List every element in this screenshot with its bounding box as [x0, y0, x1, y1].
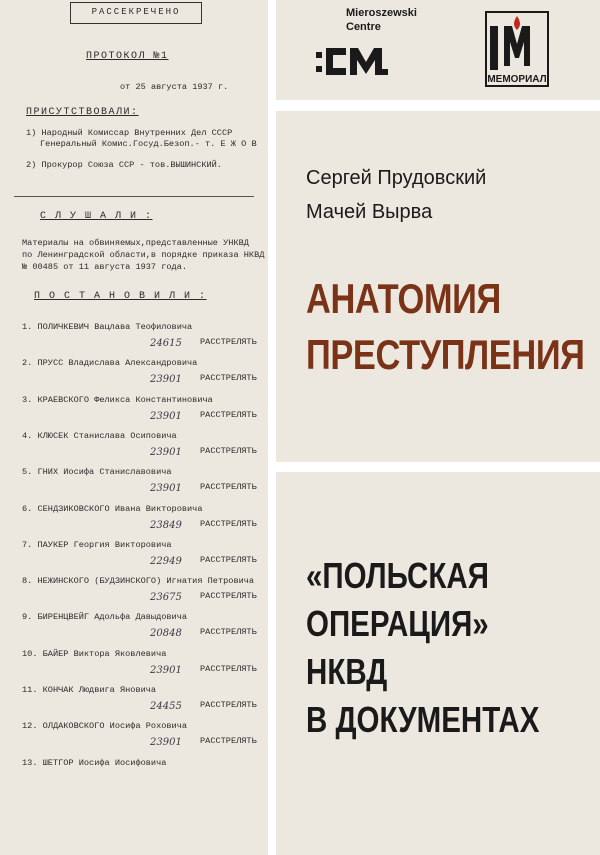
- verdict-entry-verdict: РАССТРЕЛЯТЬ: [200, 409, 257, 420]
- verdict-entry-name: 7. ПАУКЕР Георгия Викторовича: [22, 539, 172, 550]
- logo-panel: [276, 0, 600, 100]
- verdict-entry-number: 22949: [150, 555, 182, 567]
- decided-heading: П О С Т А Н О В И Л И :: [34, 291, 207, 302]
- verdict-entry-verdict: РАССТРЕЛЯТЬ: [200, 518, 257, 529]
- verdict-entry-number: 23901: [150, 410, 182, 422]
- title-line-1: АНАТОМИЯ: [306, 275, 501, 322]
- heard-line-1: Материалы на обвиняемых,представленные УНКВД: [22, 238, 249, 248]
- title-line-2: ПРЕСТУПЛЕНИЯ: [306, 331, 585, 378]
- declassified-stamp: РАССЕКРЕЧЕНО: [70, 2, 202, 24]
- protocol-date: от 25 августа 1937 г.: [120, 82, 229, 92]
- verdict-entry-verdict: РАССТРЕЛЯТЬ: [200, 663, 257, 674]
- heard-heading: С Л У Ш А Л И :: [40, 211, 153, 222]
- verdict-entry-name: 8. НЕЖИНСКОГО (БУДЗИНСКОГО) Игнатия Петровича: [22, 576, 255, 587]
- subtitle-line-2: ОПЕРАЦИЯ»: [306, 603, 489, 644]
- verdict-entry-number: 23901: [150, 664, 182, 676]
- verdict-entry-verdict: РАССТРЕЛЯТЬ: [200, 627, 257, 638]
- verdict-entry-verdict: РАССТРЕЛЯТЬ: [200, 736, 257, 747]
- verdict-entry-name: 4. КЛЮСЕК Станислава Осиповича: [22, 430, 177, 441]
- memorial-logo-icon: [484, 10, 550, 88]
- subtitle-line-4: В ДОКУМЕНТАХ: [306, 699, 540, 740]
- verdict-entry-verdict: РАССТРЕЛЯТЬ: [200, 591, 257, 602]
- verdict-entry-number: 24455: [150, 701, 182, 712]
- heard-line-3: № 00485 от 11 августа 1937 года.: [22, 262, 188, 272]
- book-title: [306, 271, 585, 383]
- verdict-entry-number: 23901: [150, 446, 182, 458]
- present-line-1b: Генеральный Комис.Госуд.Безоп.- т. Е Ж О В: [40, 139, 257, 149]
- verdict-entry-number: 23901: [150, 737, 182, 749]
- memorial-logo-text: МЕМОРИАЛ: [487, 74, 547, 85]
- verdict-entry-name: 12. ОЛДАКОВСКОГО Иосифа Роховича: [22, 721, 188, 732]
- verdict-entry-verdict: РАССТРЕЛЯТЬ: [200, 700, 257, 710]
- subtitle-panel: [276, 472, 600, 855]
- verdict-entry-number: 20848: [150, 628, 182, 640]
- subtitle-line-1: «ПОЛЬСКАЯ: [306, 555, 489, 596]
- present-line-1a: 1) Народный Комиссар Внутренних Дел СССР: [26, 128, 233, 138]
- verdict-entry-number: 24615: [150, 338, 182, 349]
- protocol-heading: ПРОТОКОЛ №1: [86, 51, 169, 62]
- verdict-entry-name: 5. ГНИХ Иосифа Станиславовича: [22, 467, 172, 478]
- verdict-entry-number: 23901: [150, 483, 182, 495]
- verdict-entry-number: 23901: [150, 374, 182, 386]
- author-1: Сергей Прудовский: [306, 167, 487, 189]
- verdict-entry-verdict: РАССТРЕЛЯТЬ: [200, 373, 257, 384]
- subtitle-line-3: НКВД: [306, 651, 388, 692]
- mieroszewski-name-line2: Centre: [346, 21, 381, 33]
- divider: [14, 196, 254, 197]
- verdict-entry-name: 3. КРАЕВСКОГО Феликса Константиновича: [22, 394, 213, 405]
- verdict-entry-name: 11. КОНЧАК Людвига Яновича: [22, 685, 157, 695]
- heard-line-2: по Ленинградской области,в порядке приказа НКВД: [22, 250, 265, 260]
- verdict-entry-number: 23675: [150, 592, 182, 604]
- present-line-2: 2) Прокурор Союза ССР - тов.ВЫШИНСКИЙ.: [26, 160, 222, 170]
- verdict-entry-name: 10. БАЙЕР Виктора Яковлевича: [22, 648, 167, 659]
- present-heading: ПРИСУТСТВОВАЛИ:: [26, 107, 139, 118]
- mieroszewski-name-line1: Mieroszewski: [346, 7, 417, 19]
- verdict-entry-number: 23849: [150, 519, 182, 531]
- verdict-entry-name: 2. ПРУСС Владислава Александровича: [22, 358, 198, 369]
- archival-document: [0, 0, 268, 855]
- verdict-entry-name: 9. БИРЕНЦВЕЙГ Адольфа Давыдовича: [22, 612, 188, 623]
- mieroszewski-logo-icon: [316, 46, 388, 76]
- verdict-entry-verdict: РАССТРЕЛЯТЬ: [200, 482, 257, 493]
- verdict-entry-name: 6. СЕНДЗИКОВСКОГО Ивана Викторовича: [22, 503, 203, 514]
- book-subtitle: [306, 552, 539, 744]
- verdict-entry-verdict: РАССТРЕЛЯТЬ: [200, 445, 257, 456]
- verdict-entry-name: 13. ШЕТГОР Иосифа Иосифовича: [22, 757, 167, 768]
- author-2: Мачей Вырва: [306, 201, 433, 223]
- verdict-entry-verdict: РАССТРЕЛЯТЬ: [200, 554, 257, 565]
- title-panel: [276, 111, 600, 462]
- verdict-entry-name: 1. ПОЛИЧКЕВИЧ Вацлава Теофиловича: [22, 322, 193, 332]
- mieroszewski-centre-name: [346, 6, 417, 34]
- verdict-entry-verdict: РАССТРЕЛЯТЬ: [200, 337, 257, 347]
- authors: [306, 161, 486, 229]
